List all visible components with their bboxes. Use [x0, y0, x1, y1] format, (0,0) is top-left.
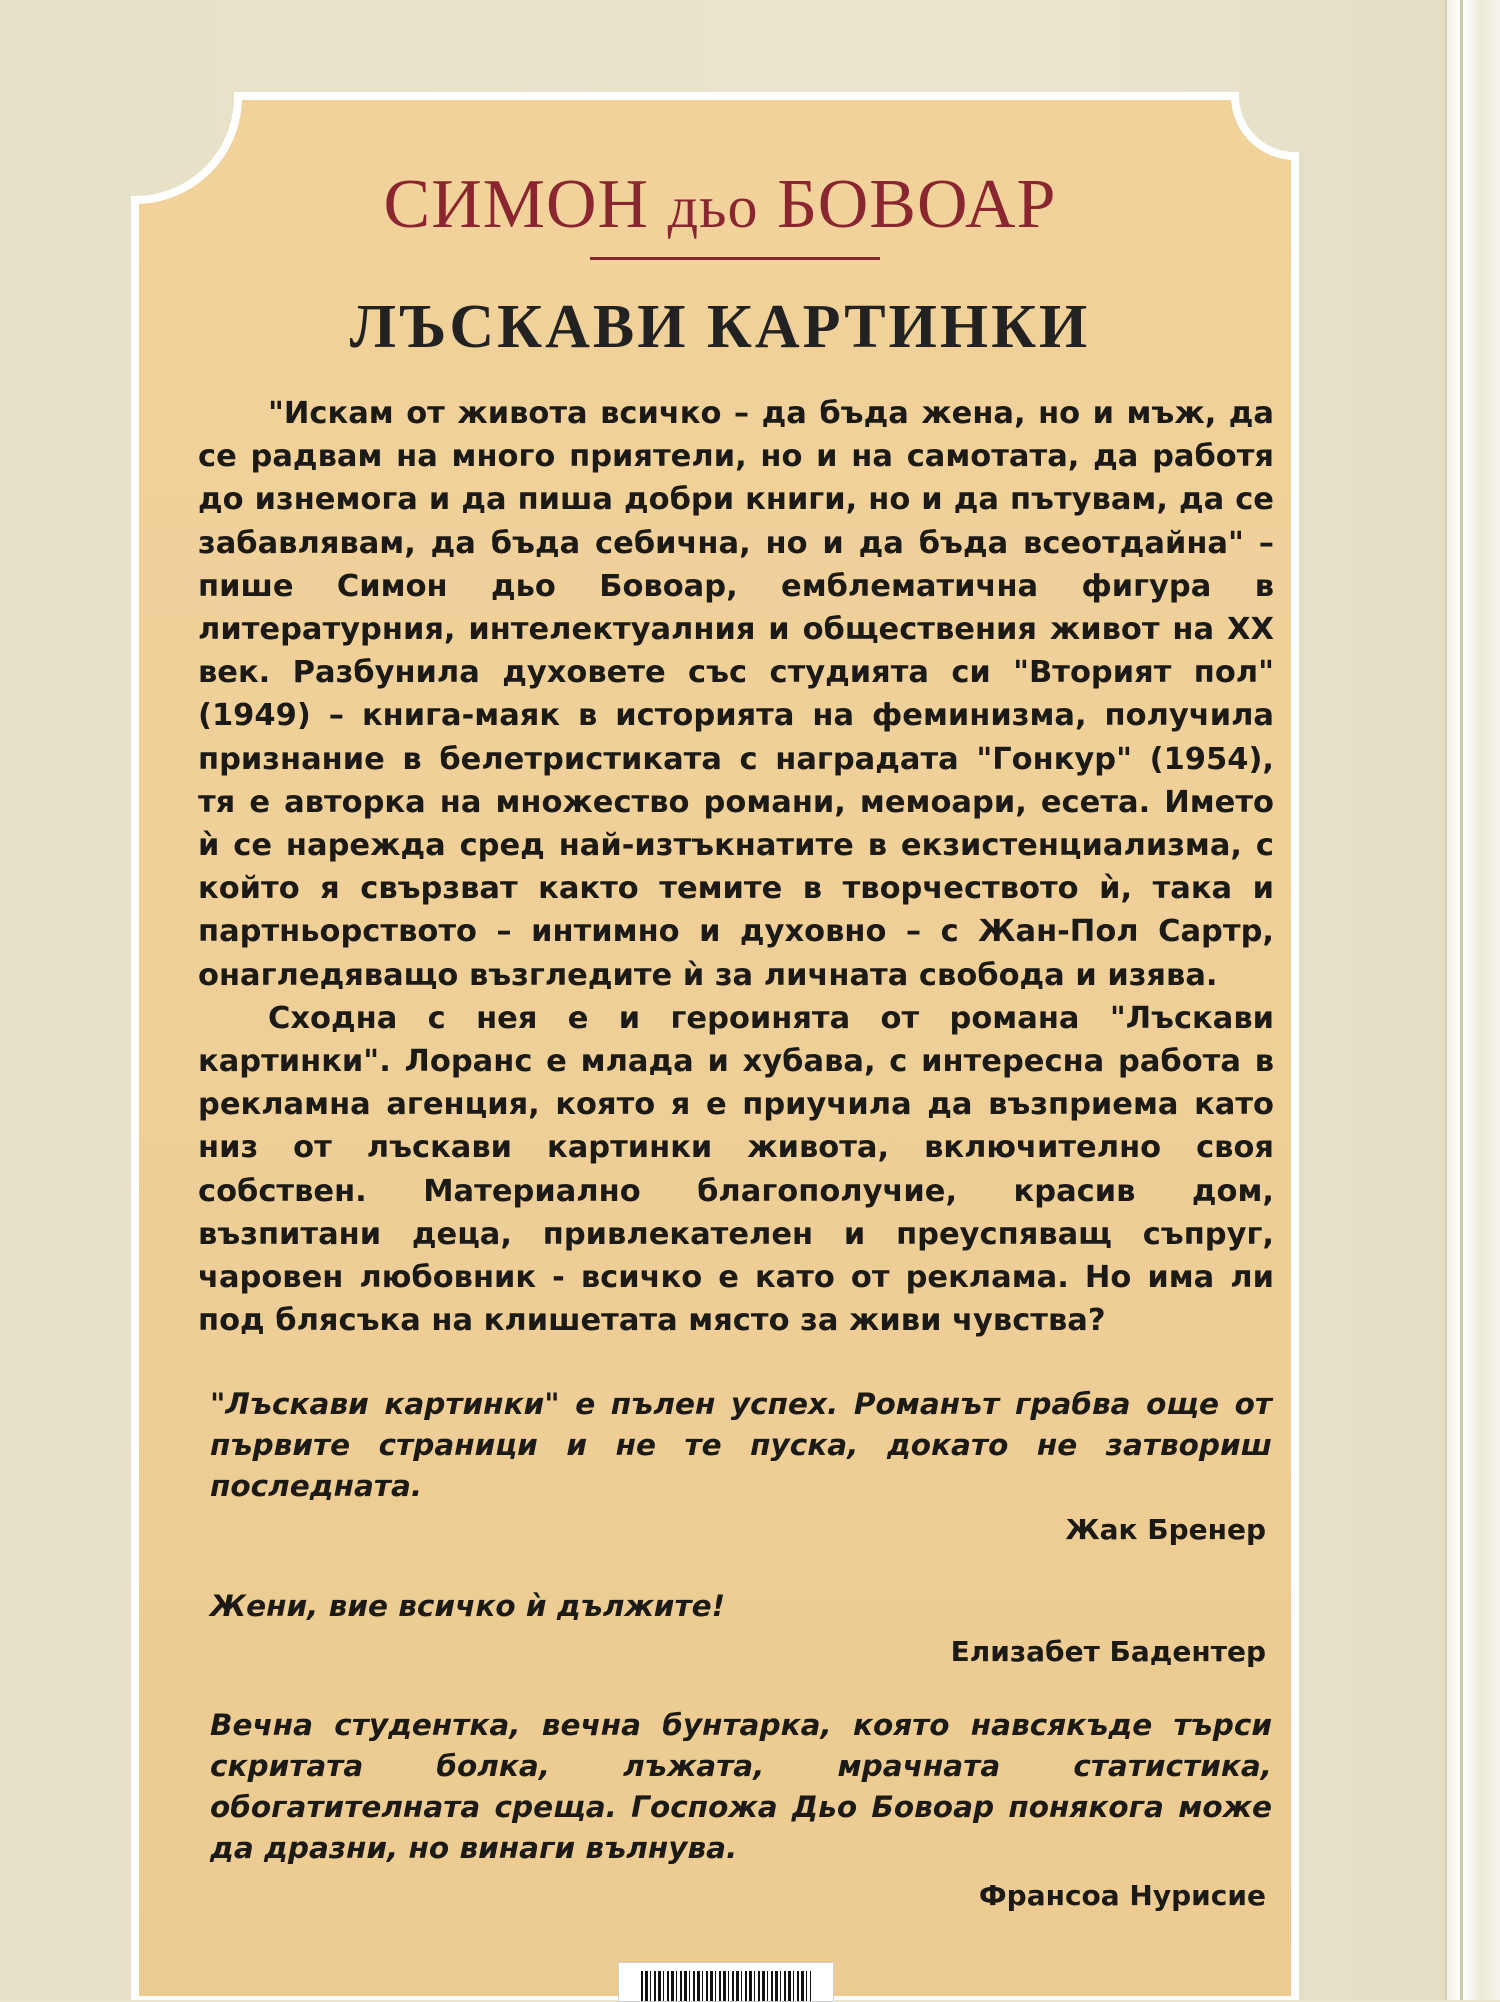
author-name: [0, 165, 1440, 245]
blurb: [198, 392, 1274, 1342]
author-particle: дьо: [667, 174, 759, 240]
barcode-bars: [641, 1971, 811, 2002]
review-author-1: Жак Бренер: [1065, 1513, 1266, 1546]
author-last: БОВОАР: [776, 166, 1057, 243]
blurb-paragraph-1: "Искам от живота всичко – да бъда жена, но и мъж, да се радвам на много приятели, но и на самотата, да работя до изнемога и да пиша добри книги, но и да пътувам, да се забавлявам, да бъда себична, но и да бъда всеотдайна" – пише Симон дьо Бовоар, емблематична фигура в литературния, интелектуалния и обществения живот на XX век. Разбунила духовете със студията си "Вторият пол" (1949) – книга-маяк в историята на феминизма, получила признание в белетристиката с наградата "Гонкур" (1954), тя е авторка на множество романи, мемоари, есета. Името ѝ се нарежда сред най-изтъкнатите в екзистенциализма, с който я свързват както темите в творчеството ѝ, така и партньорството – интимно и духовно – с Жан-Пол Сартр, онагледяващо възгледите ѝ за личната свобода и изява.: [198, 396, 1274, 993]
author-first: СИМОН: [383, 166, 650, 243]
book-title: ЛЪСКАВИ КАРТИНКИ: [349, 293, 1091, 361]
review-author-2: Елизабет Бадентер: [950, 1635, 1266, 1668]
review-quote-1: "Лъскави картинки" е пълен успех. Романът грабва още от първите страници и не те пуска, докато не затвориш последната.: [210, 1387, 1272, 1503]
barcode: [618, 1962, 834, 2002]
blurb-paragraph-2: Сходна с нея е и героинята от романа "Лъскави картинки". Лоранс е млада и хубава, с интересна работа в рекламна агенция, която я е приучила да възприема като низ от лъскави картинки живота, включително своя собствен. Материално благополучие, красив дом, възпитани деца, привлекателен и преуспяващ съпруг, чаровен любовник - всичко е като от реклама. Но има ли под блясъка на клишетата място за живи чувства?: [198, 1000, 1274, 1339]
review-quote-3: Вечна студентка, вечна бунтарка, която навсякъде търси скритата болка, лъжата, мрачната статистика, обогатителната среща. Госпожа Дьо Бовоар понякога може да дразни, но винаги вълнува.: [210, 1708, 1272, 1865]
author-underline: [590, 257, 880, 260]
review-author-3: Франсоа Нурисие: [978, 1879, 1266, 1912]
review-quote-2: Жени, вие всичко ѝ дължите!: [210, 1589, 726, 1623]
